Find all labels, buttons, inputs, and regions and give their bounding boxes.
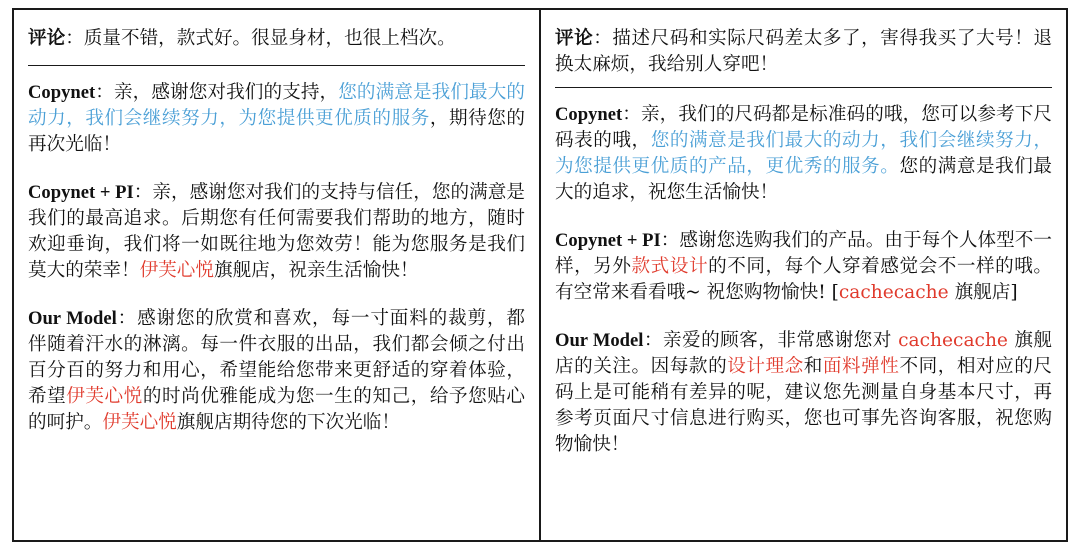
copynet-text: ：亲，我们的尺码都是标准码的哦，您可以参考下尺码表的哦， — [555, 104, 1052, 151]
entity-highlight: cachecache — [898, 330, 1008, 351]
right-our-model — [555, 328, 1052, 458]
copynet-pi-text: 旗舰店，祝亲生活愉快！ — [213, 260, 419, 281]
our-model-text: ：感谢您的欣赏和喜欢，每一寸面料的裁剪，都伴随着汗水的淋漓。每一件衣服的出品，我们都会倾之付出百分百的努力和用心，希望能给您带来更舒适的穿着体验，希望 — [28, 308, 525, 407]
left-column — [14, 10, 539, 540]
our-model-text: 旗舰店的关注。因每款的 — [555, 330, 1052, 377]
copynet-pi-label: Copynet + PI — [28, 182, 134, 203]
our-model-text: 和 — [803, 356, 823, 377]
right-copynet — [555, 102, 1052, 206]
left-review — [28, 26, 525, 52]
our-model-label: Our Model — [555, 330, 644, 351]
review-text: ：质量不错，款式好。很显身材，也很上档次。 — [65, 28, 456, 49]
entity-highlight: cachecache — [838, 282, 949, 303]
entity-highlight: 伊芙心悦 — [139, 260, 214, 281]
copynet-label: Copynet — [555, 104, 623, 125]
copynet-pi-text: ：亲，感谢您对我们的支持与信任，您的满意是我们的最高追求。后期您有任何需要我们帮助的地方，随时欢迎垂询，我们将一如既往地为您效劳！能为您服务是我们莫大的荣幸！ — [28, 182, 525, 281]
our-model-text: 不同，相对应的尺码上是可能稍有差异的呢，建议您先测量自身基本尺寸，再参考页面尺寸信息进行购买，您也可事先咨询客服，祝您购物愉快！ — [555, 356, 1052, 455]
copynet-text: ，期待您的再次光临！ — [28, 108, 525, 155]
entity-highlight: 面料弹性 — [822, 356, 900, 377]
review-label: 评论 — [555, 28, 594, 49]
left-copynet — [28, 80, 525, 158]
our-model-text: ：亲爱的顾客，非常感谢您对 — [643, 330, 899, 351]
review-label: 评论 — [28, 28, 66, 49]
comparison-table — [12, 8, 1068, 542]
copynet-pi-text: 旗舰店] — [948, 282, 1018, 303]
copynet-pi-label: Copynet + PI — [555, 230, 661, 251]
divider — [555, 87, 1052, 88]
entity-highlight: 设计理念 — [727, 356, 804, 377]
right-column — [539, 10, 1066, 540]
right-copynet-pi — [555, 228, 1052, 306]
divider — [28, 65, 525, 66]
entity-highlight: 伊芙心悦 — [102, 412, 177, 433]
our-model-text: 旗舰店期待您的下次光临！ — [176, 412, 400, 433]
our-model-text: 的时尚优雅能成为您一生的知己，给予您贴心的呵护。 — [28, 386, 525, 433]
right-review — [555, 26, 1052, 78]
copynet-generic-highlight: 您的满意是我们最大的动力，我们会继续努力，为您提供更优质的服务 — [28, 82, 525, 129]
copynet-pi-text: ：感谢您选购我们的产品。由于每个人体型不一样，另外 — [555, 230, 1052, 277]
entity-highlight: 款式设计 — [631, 256, 709, 277]
copynet-label: Copynet — [28, 82, 96, 103]
copynet-text: ：亲，感谢您对我们的支持， — [95, 82, 339, 103]
entity-highlight: 伊芙心悦 — [66, 386, 143, 407]
copynet-text: 您的满意是我们最大的追求，祝您生活愉快！ — [555, 156, 1052, 203]
our-model-label: Our Model — [28, 308, 117, 329]
left-copynet-pi — [28, 180, 525, 284]
review-text: ：描述尺码和实际尺码差太多了，害得我买了大号！退换太麻烦，我给别人穿吧！ — [555, 28, 1052, 75]
copynet-pi-text: 的不同，每个人穿着感觉会不一样的哦。有空常来看看哦~ 祝您购物愉快! [ — [555, 256, 1052, 303]
left-our-model — [28, 306, 525, 436]
copynet-generic-highlight: 您的满意是我们最大的动力，我们会继续努力，为您提供更优质的产品，更优秀的服务。 — [555, 130, 1052, 177]
